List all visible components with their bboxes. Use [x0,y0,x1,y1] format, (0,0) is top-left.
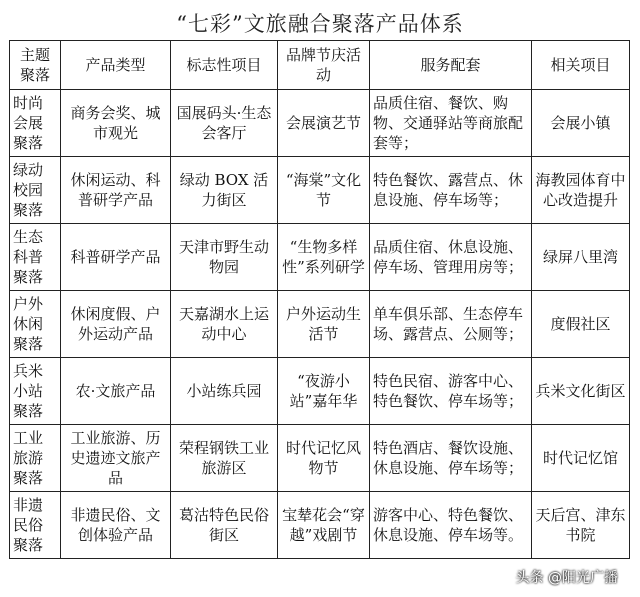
cell-flagship-project: 小站练兵园 [171,358,278,425]
cell-festival: “夜游小站”嘉年华 [278,358,370,425]
table-row [10,291,630,358]
cell-related-project: 海教园体育中心改造提升 [532,157,630,224]
cell-services: 游客中心、特色餐饮、休息设施、停车场等。 [370,492,532,559]
cell-flagship-project: 国展码头·生态会客厅 [171,90,278,157]
cell-flagship-project: 天津市野生动物园 [171,224,278,291]
cell-product-type: 休闲运动、科普研学产品 [61,157,171,224]
cell-flagship-project: 绿动 BOX 活力街区 [171,157,278,224]
cell-flagship-project: 荣程钢铁工业旅游区 [171,425,278,492]
cell-related-project: 度假社区 [532,291,630,358]
table-row [10,425,630,492]
cell-cluster: 户外休闲聚落 [10,291,61,358]
cell-festival: “生物多样性”系列研学 [278,224,370,291]
cell-cluster: 非遗民俗聚落 [10,492,61,559]
table-header-row [10,41,630,90]
cell-related-project: 会展小镇 [532,90,630,157]
cell-cluster: 工业旅游聚落 [10,425,61,492]
watermark: 头条 @阳光广播 [515,570,618,586]
cell-related-project: 时代记忆馆 [532,425,630,492]
header-cell: 标志性项目 [171,41,278,90]
table-row [10,492,630,559]
cell-services: 特色酒店、餐饮设施、休息设施、停车场等； [370,425,532,492]
header-cell: 品牌节庆活动 [278,41,370,90]
cell-festival: 户外运动生活节 [278,291,370,358]
cell-festival: 会展演艺节 [278,90,370,157]
cell-cluster: 时尚会展聚落 [10,90,61,157]
cell-services: 特色餐饮、露营点、休息设施、停车场等； [370,157,532,224]
table-row [10,224,630,291]
cell-cluster: 绿动校园聚落 [10,157,61,224]
cell-services: 特色民宿、游客中心、特色餐饮、停车场等； [370,358,532,425]
document-title: “七彩”文旅融合聚落产品体系 [176,12,464,36]
table-row [10,157,630,224]
cell-cluster: 生态科普聚落 [10,224,61,291]
cell-services: 品质住宿、休息设施、停车场、管理用房等； [370,224,532,291]
table-row [10,358,630,425]
cell-flagship-project: 天嘉湖水上运动中心 [171,291,278,358]
cell-related-project: 兵米文化街区 [532,358,630,425]
header-cell: 产品类型 [61,41,171,90]
cell-cluster: 兵米小站聚落 [10,358,61,425]
cell-related-project: 绿屏八里湾 [532,224,630,291]
header-cell: 主题聚落 [10,41,61,90]
header-cell: 服务配套 [370,41,532,90]
product-system-table [9,40,630,559]
cell-product-type: 工业旅游、历史遗迹文旅产品 [61,425,171,492]
cell-services: 品质住宿、餐饮、购物、交通驿站等商旅配套等； [370,90,532,157]
header-cell: 相关项目 [532,41,630,90]
cell-services: 单车俱乐部、生态停车场、露营点、公厕等； [370,291,532,358]
cell-related-project: 天后宫、津东书院 [532,492,630,559]
cell-product-type: 休闲度假、户外运动产品 [61,291,171,358]
table-row [10,90,630,157]
cell-flagship-project: 葛沽特色民俗街区 [171,492,278,559]
cell-festival: 时代记忆风物节 [278,425,370,492]
cell-product-type: 农·文旅产品 [61,358,171,425]
cell-festival: “海棠”文化节 [278,157,370,224]
cell-festival: 宝辇花会“穿越”戏剧节 [278,492,370,559]
cell-product-type: 非遗民俗、文创体验产品 [61,492,171,559]
cell-product-type: 科普研学产品 [61,224,171,291]
cell-product-type: 商务会奖、城市观光 [61,90,171,157]
